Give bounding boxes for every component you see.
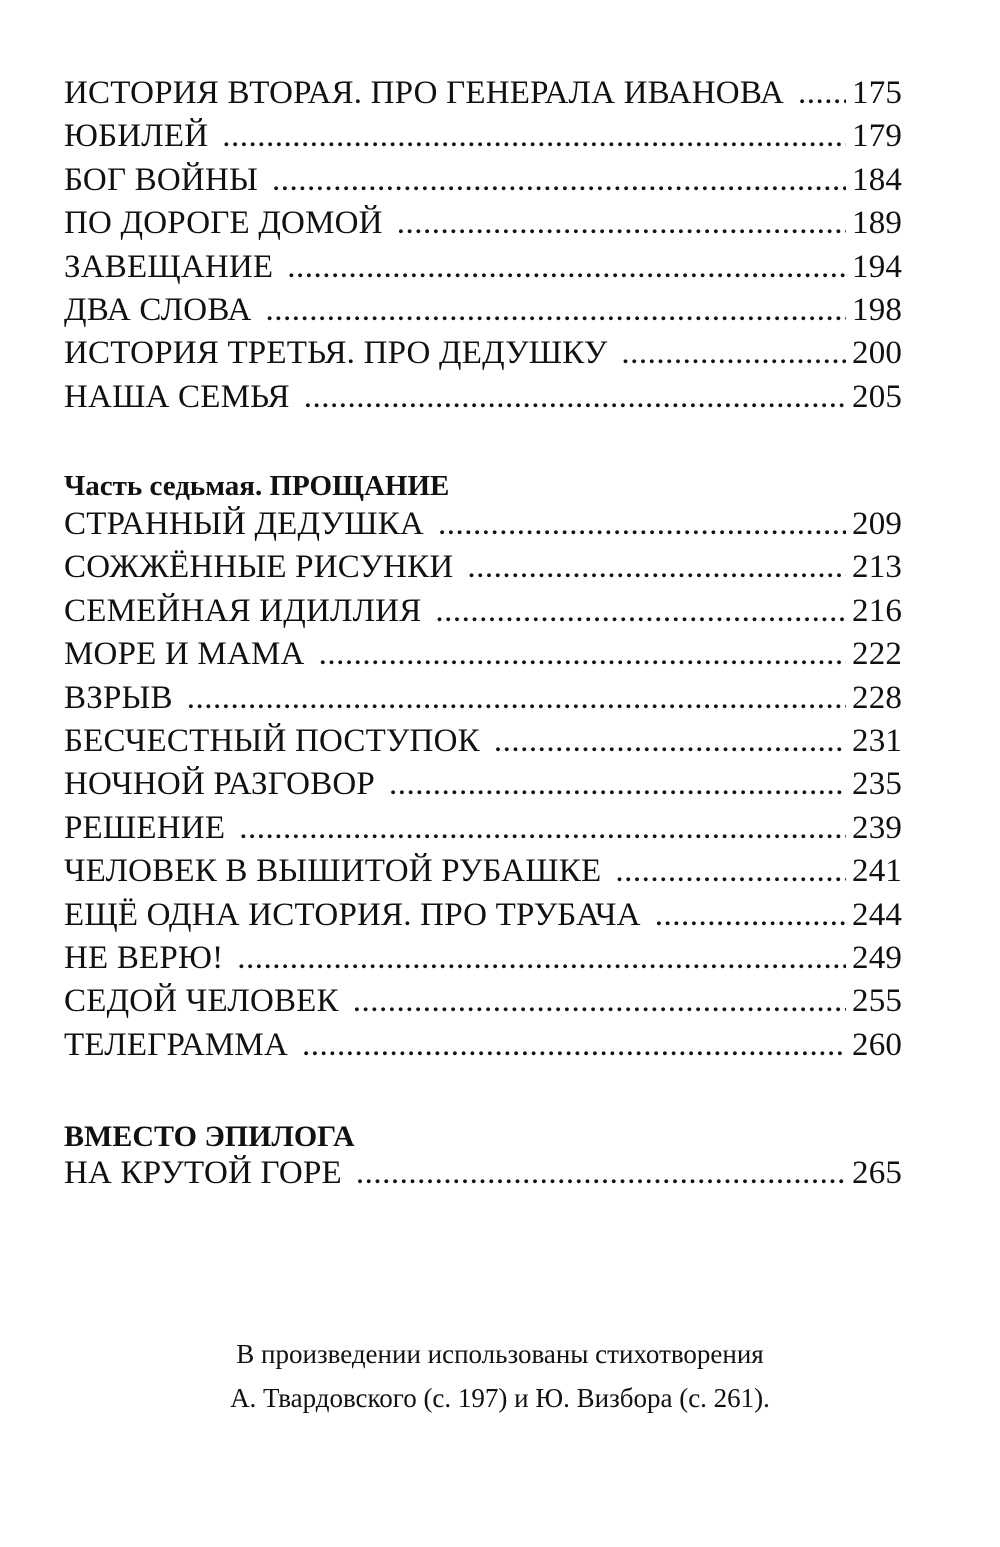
- dot-leader: [438, 506, 846, 543]
- toc-entry-title: НЕ ВЕРЮ!: [64, 939, 224, 976]
- toc-entry-title: ТЕЛЕГРАММА: [64, 1026, 288, 1063]
- dot-leader: [287, 249, 846, 286]
- toc-entry: [64, 162, 902, 205]
- toc-entry-page-number: 260: [852, 1026, 903, 1063]
- toc-entry-page-number: 231: [852, 722, 903, 759]
- toc-entry-page-number: 241: [852, 853, 903, 890]
- toc-entry-page-number: 228: [852, 679, 903, 716]
- toc-entry-page-number: 255: [852, 983, 903, 1020]
- toc-entry-title: ЮБИЛЕЙ: [64, 118, 209, 155]
- toc-entry: [64, 1155, 902, 1198]
- part-seven-heading: Часть седьмая. ПРОЩАНИЕ: [64, 470, 450, 502]
- dot-leader: [237, 940, 846, 977]
- toc-entry: [64, 810, 902, 853]
- toc-entry-title: НАША СЕМЬЯ: [64, 378, 290, 415]
- toc-entry: [64, 292, 902, 335]
- toc-entry: [64, 636, 902, 679]
- dot-leader: [272, 162, 846, 199]
- toc-entry: [64, 853, 902, 896]
- toc-entry: [64, 723, 902, 766]
- dot-leader: [239, 810, 846, 847]
- toc-entry-page-number: 194: [852, 248, 903, 285]
- toc-group-epilogue: [64, 1155, 902, 1198]
- dot-leader: [304, 379, 846, 416]
- toc-entry: [64, 335, 902, 378]
- toc-entry-page-number: 244: [852, 896, 903, 933]
- footnote-line-2: А. Твардовского (с. 197) и Ю. Визбора (с. 261).: [230, 1383, 770, 1413]
- dot-leader: [397, 205, 846, 242]
- dot-leader: [655, 897, 846, 934]
- toc-entry-title: СЕМЕЙНАЯ ИДИЛЛИЯ: [64, 592, 422, 629]
- toc-entry: [64, 897, 902, 940]
- toc-entry: [64, 379, 902, 422]
- toc-entry-title: БЕСЧЕСТНЫЙ ПОСТУПОК: [64, 722, 480, 759]
- toc-entry: [64, 983, 902, 1026]
- toc-entry-page-number: 239: [852, 809, 903, 846]
- dot-leader: [435, 593, 846, 630]
- toc-entry-page-number: 216: [852, 592, 903, 629]
- toc-entry-title: БОГ ВОЙНЫ: [64, 161, 258, 198]
- dot-leader: [319, 636, 846, 673]
- toc-entry-title: ДВА СЛОВА: [64, 291, 252, 328]
- dot-leader: [266, 292, 847, 329]
- dot-leader: [187, 680, 846, 717]
- dot-leader: [467, 549, 846, 586]
- toc-entry: [64, 205, 902, 248]
- toc-entry-page-number: 189: [852, 205, 903, 242]
- toc-entry-page-number: 222: [852, 636, 903, 673]
- dot-leader: [353, 983, 846, 1020]
- toc-entry-page-number: 175: [852, 75, 903, 111]
- toc-entry-page-number: 184: [852, 161, 903, 198]
- toc-entry: [64, 249, 902, 292]
- toc-entry-title: МОРЕ И МАМА: [64, 636, 305, 673]
- toc-entry-page-number: 235: [852, 766, 903, 803]
- toc-entry-page-number: 249: [852, 939, 903, 976]
- dot-leader: [302, 1027, 846, 1064]
- toc-entry-page-number: 265: [852, 1155, 903, 1191]
- toc-entry: [64, 940, 902, 983]
- toc-group-chapters: [64, 75, 902, 422]
- toc-entry: [64, 593, 902, 636]
- dot-leader: [356, 1155, 846, 1192]
- footnote-line-1: В произведении использованы стихотворения: [236, 1339, 764, 1369]
- toc-entry-page-number: 179: [852, 118, 903, 155]
- dot-leader: [222, 118, 846, 155]
- footnote: [0, 1332, 1000, 1420]
- toc-entry-title: СОЖЖЁННЫЕ РИСУНКИ: [64, 549, 454, 586]
- toc-entry: [64, 549, 902, 592]
- dot-leader: [621, 335, 846, 372]
- toc-entry-title: ПО ДОРОГЕ ДОМОЙ: [64, 205, 383, 242]
- toc-entry-title: СЕДОЙ ЧЕЛОВЕК: [64, 983, 339, 1020]
- toc-entry-title: РЕШЕНИЕ: [64, 809, 226, 846]
- dot-leader: [389, 766, 846, 803]
- toc-entry: [64, 118, 902, 161]
- toc-entry-page-number: 200: [852, 335, 903, 372]
- toc-entry: [64, 1027, 902, 1070]
- toc-entry: [64, 506, 902, 549]
- toc-entry-title: СТРАННЫЙ ДЕДУШКА: [64, 506, 424, 542]
- dot-leader: [798, 75, 846, 112]
- toc-entry-title: ВЗРЫВ: [64, 679, 173, 716]
- toc-entry-page-number: 213: [852, 549, 903, 586]
- toc-entry-page-number: 198: [852, 291, 903, 328]
- toc-entry: [64, 680, 902, 723]
- toc-entry-title: ИСТОРИЯ ВТОРАЯ. ПРО ГЕНЕРАЛА ИВАНОВА: [64, 75, 784, 111]
- dot-leader: [615, 853, 846, 890]
- toc-entry-title: ЧЕЛОВЕК В ВЫШИТОЙ РУБАШКЕ: [64, 853, 602, 890]
- toc-entry-title: НА КРУТОЙ ГОРЕ: [64, 1155, 342, 1191]
- toc-entry: [64, 75, 902, 118]
- toc-entry: [64, 766, 902, 809]
- toc-entry-title: НОЧНОЙ РАЗГОВОР: [64, 766, 375, 803]
- toc-entry-title: ЕЩЁ ОДНА ИСТОРИЯ. ПРО ТРУБАЧА: [64, 896, 641, 933]
- toc-entry-page-number: 205: [852, 378, 903, 415]
- epilogue-heading: ВМЕСТО ЭПИЛОГА: [64, 1120, 355, 1153]
- toc-entry-title: ЗАВЕЩАНИЕ: [64, 248, 274, 285]
- toc-entry-page-number: 209: [852, 506, 903, 542]
- toc-group-part-seven: [64, 506, 902, 1070]
- dot-leader: [494, 723, 846, 760]
- toc-entry-title: ИСТОРИЯ ТРЕТЬЯ. ПРО ДЕДУШКУ: [64, 335, 608, 372]
